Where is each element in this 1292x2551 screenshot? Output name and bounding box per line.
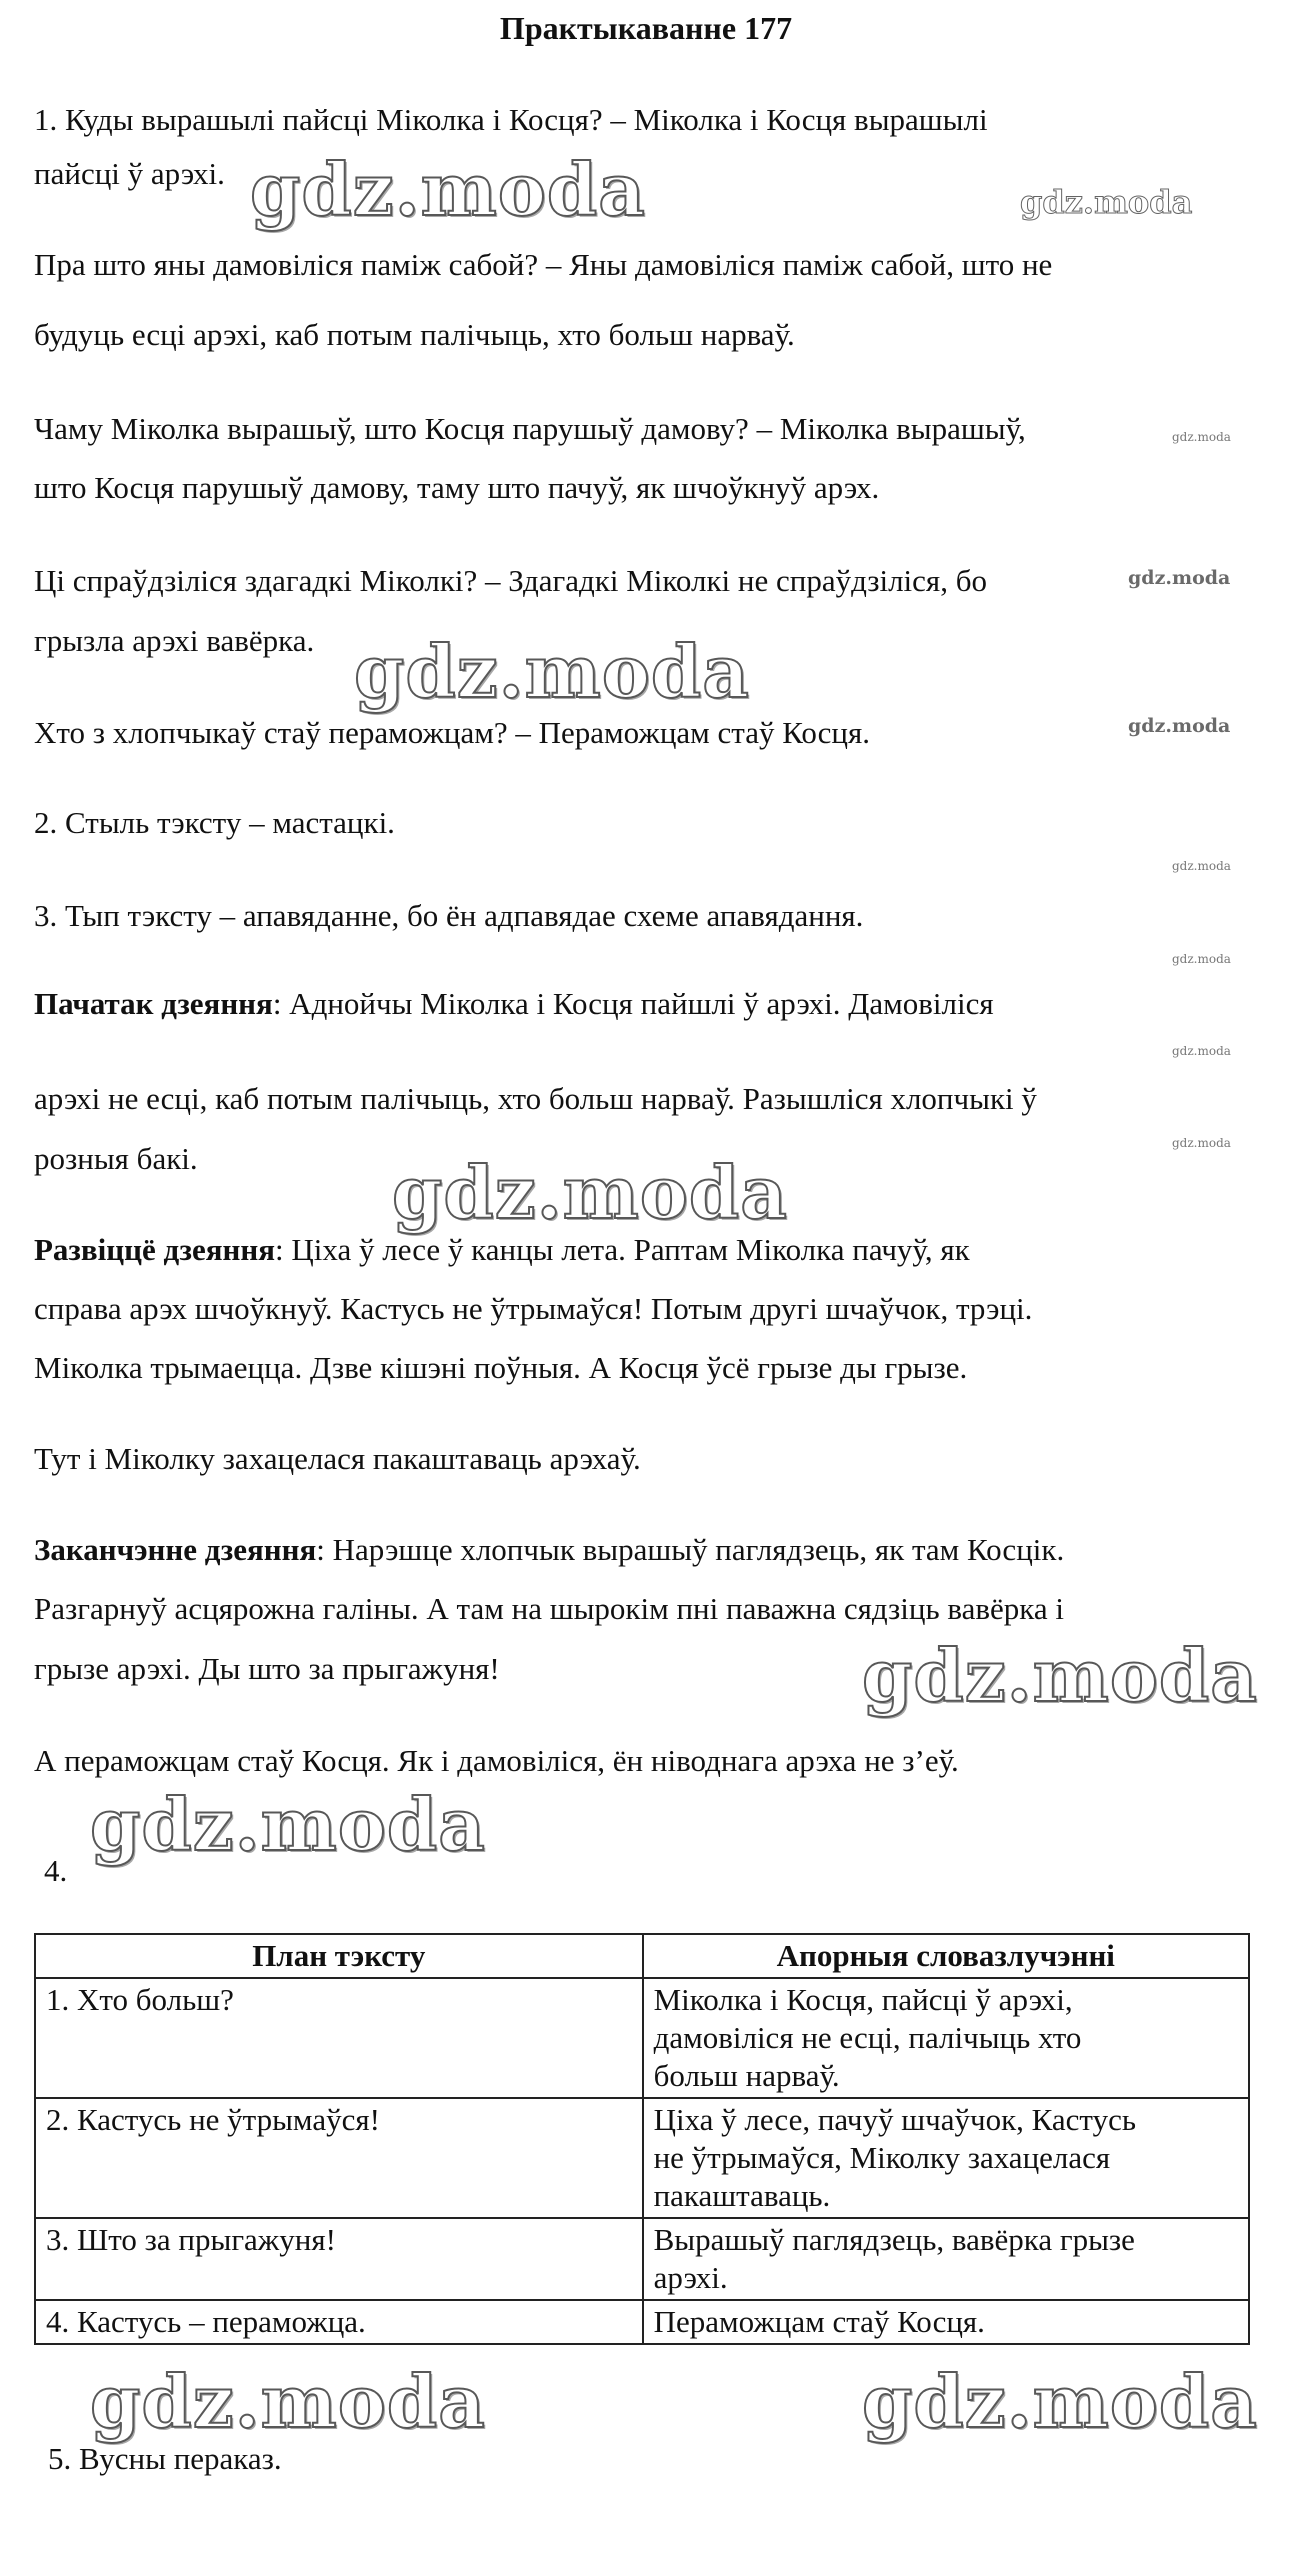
watermark: gdz.moda [90, 2359, 486, 2444]
header-plan: План тэксту [35, 1934, 643, 1978]
watermark: gdz.moda [862, 2359, 1258, 2444]
action-end-line-4: А пераможцам стаў Косця. Як і дамовіліся, ён ніводнага арэха не з’еў. [34, 1743, 959, 1778]
plan-table [34, 1933, 1250, 2345]
action-dev-line-1: Развіццё дзеяння: Ціха ў лесе ў канцы лета. Раптам Міколка пачуў, як [34, 1232, 970, 1267]
watermark: gdz.moda [1172, 1044, 1231, 1058]
action-start-line-2: арэхі не есці, каб потым палічыць, хто больш нарваў. Разышліся хлопчыкі ў [34, 1081, 1037, 1116]
phrases-cell: Пераможцам стаў Косця. [643, 2300, 1249, 2344]
watermark: gdz.moda [354, 629, 750, 714]
watermark: gdz.moda [1172, 859, 1231, 873]
action-dev-line-3: Міколка трымаецца. Дзве кішэні поўныя. А Косця ўсё грызе ды грызе. [34, 1350, 968, 1385]
action-start-label: Пачатак дзеяння [34, 986, 273, 1021]
section-5: 5. Вусны пераказ. [48, 2441, 282, 2476]
action-end-label: Заканчэнне дзеяння [34, 1532, 317, 1567]
action-dev-line-2: справа арэх шчоўкнуў. Кастусь не ўтрымаўся! Потым другі шчаўчок, трэці. [34, 1291, 1033, 1326]
answer-3-line-1: Чаму Міколка вырашыў, што Косця парушыў дамову? – Міколка вырашыў, [34, 411, 1026, 446]
action-start-line-1: Пачатак дзеяння: Аднойчы Міколка і Косця пайшлі ў арэхі. Дамовіліся [34, 986, 994, 1021]
action-end-line-3: грызе арэхі. Ды што за прыгажуня! [34, 1651, 500, 1686]
table-row [35, 2300, 1249, 2344]
answer-1-line-2: пайсці ў арэхі. [34, 156, 225, 191]
action-end-line-2: Разгарнуў асцярожна галіны. А там на шырокім пні паважна сядзіць вавёрка і [34, 1591, 1064, 1626]
watermark: gdz.moda [1172, 430, 1231, 444]
text-type: 3. Тып тэксту – апавяданне, бо ён адпавядае схеме апавядання. [34, 898, 864, 933]
watermark: gdz.moda [392, 1150, 788, 1235]
text-style: 2. Стыль тэксту – мастацкі. [34, 805, 395, 840]
table-row [35, 2218, 1249, 2300]
table-header-row [35, 1934, 1249, 1978]
table-row [35, 1978, 1249, 2098]
action-dev-label: Развіццё дзеяння [34, 1232, 276, 1267]
plan-cell: 4. Кастусь – пераможца. [35, 2300, 643, 2344]
answer-5: Хто з хлопчыкаў стаў пераможцам? – Пераможцам стаў Косця. [34, 715, 870, 750]
phrases-cell: Вырашыў паглядзець, вавёрка грызе арэхі. [643, 2218, 1249, 2300]
table-row [35, 2098, 1249, 2218]
header-phrases: Апорныя словазлучэнні [643, 1934, 1249, 1978]
phrases-cell: Міколка і Косця, пайсці ў арэхі, дамовіліся не есці, палічыць хто больш нарваў. [643, 1978, 1249, 2098]
watermark: gdz.moda [1172, 1136, 1231, 1150]
answer-4-line-1: Ці спраўдзіліся здагадкі Міколкі? – Здагадкі Міколкі не спраўдзіліся, бо [34, 563, 987, 598]
watermark: gdz.moda [250, 147, 646, 232]
answer-1-line-1: 1. Куды вырашылі пайсці Міколка і Косця? – Міколка і Косця вырашылі [34, 102, 988, 137]
watermark: gdz.moda [862, 1633, 1258, 1718]
answer-3-line-2: што Косця парушыў дамову, таму што пачуў, як шчоўкнуў арэх. [34, 470, 880, 505]
action-dev-line-4: Тут і Міколку захацелася пакаштаваць арэхаў. [34, 1441, 641, 1476]
section-4-number: 4. [44, 1853, 68, 1888]
answer-2-line-1: Пра што яны дамовіліся паміж сабой? – Яны дамовіліся паміж сабой, што не [34, 247, 1053, 282]
watermark: gdz.moda [1128, 567, 1231, 589]
watermark: gdz.moda [90, 1782, 486, 1867]
phrases-cell: Ціха ў лесе, пачуў шчаўчок, Кастусь не ўтрымаўся, Міколку захацелася пакаштаваць. [643, 2098, 1249, 2218]
answer-4-line-2: грызла арэхі вавёрка. [34, 623, 315, 658]
plan-cell: 3. Што за прыгажуня! [35, 2218, 643, 2300]
answer-2-line-2: будуць есці арэхі, каб потым палічыць, хто больш нарваў. [34, 317, 795, 352]
page-title: Практыкаванне 177 [499, 10, 793, 46]
plan-cell: 2. Кастусь не ўтрымаўся! [35, 2098, 643, 2218]
action-end-line-1: Заканчэнне дзеяння: Нарэшце хлопчык вырашыў паглядзець, як там Косцік. [34, 1532, 1065, 1567]
watermark: gdz.moda [1172, 952, 1231, 966]
action-start-line-3: розныя бакі. [34, 1141, 198, 1176]
plan-cell: 1. Хто больш? [35, 1978, 643, 2098]
watermark: gdz.moda [1128, 715, 1231, 737]
watermark: gdz.moda [1020, 183, 1193, 221]
